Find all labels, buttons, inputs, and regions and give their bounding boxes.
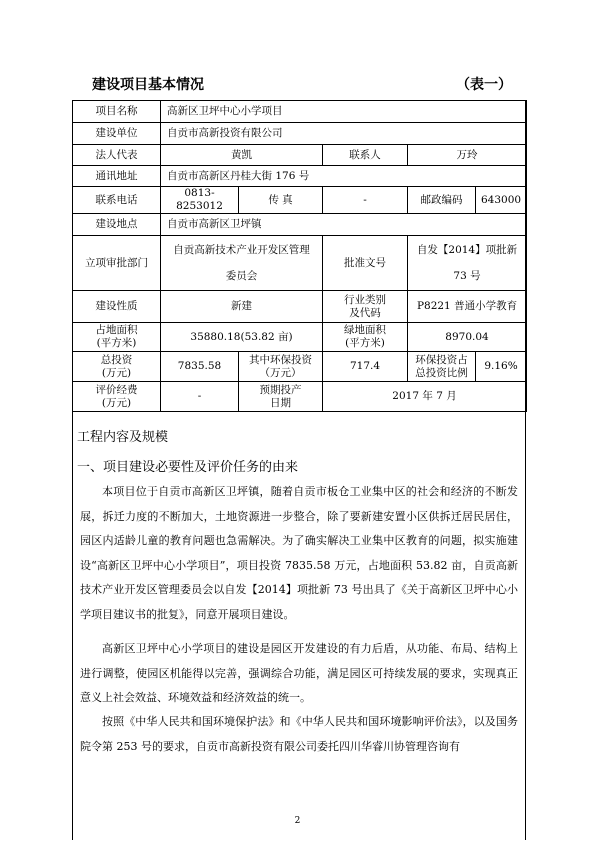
green-value: 8970.04 xyxy=(408,323,527,352)
expected-value: 2017 年 7 月 xyxy=(323,382,527,412)
section-heading-necessity: 一、项目建设必要性及评价任务的由来 xyxy=(77,460,299,475)
site-label: 建设地点 xyxy=(73,214,161,236)
invest-label-line2: (万元) xyxy=(101,366,132,379)
approval-dept-line1: 自贡高新技术产业开发区管理 xyxy=(173,244,310,256)
legal-value: 黄凯 xyxy=(161,145,323,166)
unit-label: 建设单位 xyxy=(73,123,161,145)
nature-value: 新建 xyxy=(161,291,323,323)
env-invest-label-line1: 其中环保投资 xyxy=(249,353,312,366)
expected-label-line2: 日期 xyxy=(270,396,291,409)
approval-no-line1: 自发【2014】项批新 xyxy=(416,244,518,256)
site-value: 自贡市高新区卫坪镇 xyxy=(161,214,527,236)
section-heading-scope: 工程内容及规模 xyxy=(77,430,169,445)
body-paragraph-2: 高新区卫坪中心小学项目的建设是园区开发建设的有力后盾，从功能、布局、结构上进行调整，使园区机能得以完善，强调综合功能，满足园区可持续发展的要求，实现真正意义上社会效益、环境效益和经济效益的统一。 xyxy=(80,642,518,705)
env-ratio-label-line1: 环保投资占 xyxy=(415,353,468,366)
project-name-value: 高新区卫坪中心小学项目 xyxy=(161,101,527,123)
approval-no-value xyxy=(408,236,527,291)
page-number: 2 xyxy=(294,816,301,826)
industry-label xyxy=(323,291,408,323)
zip-label: 邮政编码 xyxy=(408,187,476,214)
industry-value: P8221 普通小学教育 xyxy=(408,291,527,323)
phone-value: 0813-8253012 xyxy=(161,187,239,214)
approval-dept-line2: 委员会 xyxy=(225,270,258,282)
approval-dept-label: 立项审批部门 xyxy=(73,236,161,291)
green-label-line2: (平方米) xyxy=(345,337,385,349)
eval-fee-label-line1: 评价经费 xyxy=(95,383,138,396)
address-value: 自贡市高新区丹桂大街 176 号 xyxy=(161,166,527,187)
zip-value: 643000 xyxy=(476,187,527,214)
green-label xyxy=(323,323,408,352)
eval-fee-value: - xyxy=(161,382,239,412)
body-paragraph-3: 按照《中华人民共和国环境保护法》和《中华人民共和国环境影响评价法》，以及国务院令第 253 号的要求，自贡市高新投资有限公司委托四川华睿川协管理咨询有 xyxy=(80,715,518,753)
env-invest-label xyxy=(239,352,323,382)
green-label-line1: 绿地面积 xyxy=(344,324,386,336)
eval-fee-label-line2: (万元) xyxy=(101,396,132,409)
address-label: 通讯地址 xyxy=(73,166,161,187)
unit-value: 自贡市高新投资有限公司 xyxy=(161,123,527,145)
body-paragraph-1: 本项目位于自贡市高新区卫坪镇，随着自贡市板仓工业集中区的社会和经济的不断发展，拆迁力度的不断加大，土地资源进一步整合，除了要新建安置小区供拆迁居民居住，园区内适龄儿童的教育问题也急需解决。为了确实解决工业集中区教育的问题，拟实施建设“高新区卫坪中心小学项目”，项目投资 7835.58 万元，占地面积 53.82 亩，自贡高新技术产业开发区管理委员会以自发【2014】项批新 73 号出具了《关于高新区卫坪中心小学项目建议书的批复》，同意开展项目建设。 xyxy=(80,485,518,621)
env-ratio-value: 9.16% xyxy=(476,352,527,382)
fax-label: 传 真 xyxy=(239,187,323,214)
industry-label-line2: 及代码 xyxy=(349,306,381,319)
env-ratio-label-line2: 总投资比例 xyxy=(415,366,468,379)
contact-label: 联系人 xyxy=(323,145,408,166)
area-label xyxy=(73,323,161,352)
fax-value: - xyxy=(323,187,408,214)
area-value: 35880.18(53.82 亩) xyxy=(161,323,323,352)
project-name-label: 项目名称 xyxy=(73,101,161,123)
approval-no-line2: 73 号 xyxy=(453,270,481,282)
page-title: 建设项目基本情况 xyxy=(92,77,204,93)
approval-no-label: 批准文号 xyxy=(323,236,408,291)
legal-label: 法人代表 xyxy=(73,145,161,166)
industry-label-line1: 行业类别 xyxy=(344,293,386,306)
area-label-line2: (平方米) xyxy=(96,337,137,349)
eval-fee-label xyxy=(73,382,161,412)
env-ratio-label xyxy=(408,352,476,382)
page-header xyxy=(92,74,512,92)
area-label-line1: 占地面积 xyxy=(95,324,138,336)
env-invest-value: 717.4 xyxy=(323,352,408,382)
project-info-table xyxy=(72,100,527,412)
expected-label-line1: 预期投产 xyxy=(259,383,302,396)
nature-label: 建设性质 xyxy=(73,291,161,323)
invest-value: 7835.58 xyxy=(161,352,239,382)
env-invest-label-line2: （万元） xyxy=(259,366,302,379)
expected-label xyxy=(239,382,323,412)
contact-value: 万玲 xyxy=(408,145,527,166)
invest-label-line1: 总投资 xyxy=(100,353,133,366)
invest-label xyxy=(73,352,161,382)
table-number: （表一） xyxy=(456,77,512,93)
phone-label: 联系电话 xyxy=(73,187,161,214)
approval-dept-value xyxy=(161,236,323,291)
